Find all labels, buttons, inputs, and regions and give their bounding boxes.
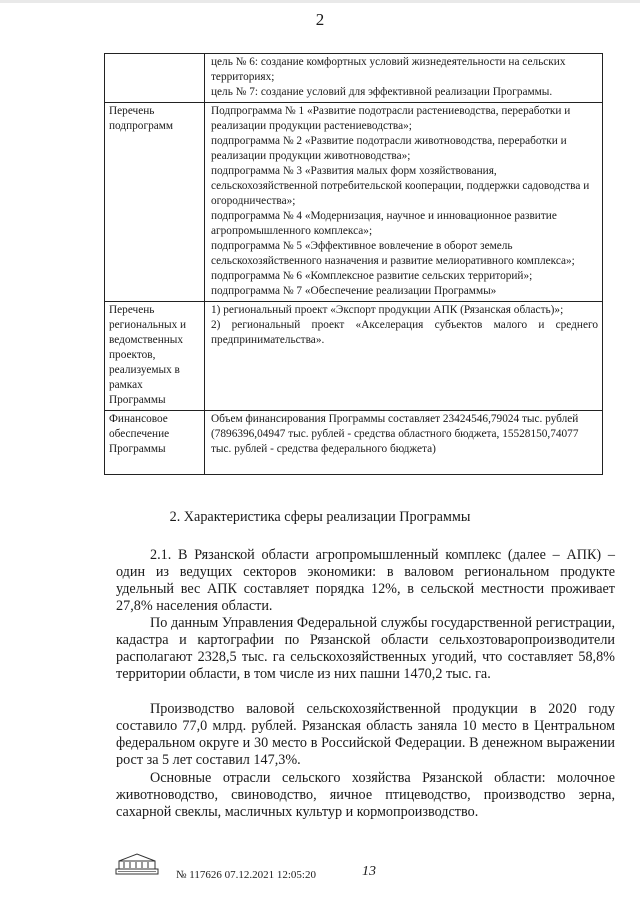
row-label: Финансовое обеспечение Программы <box>105 411 205 475</box>
table-row <box>105 411 603 475</box>
paragraph <box>116 770 615 821</box>
page-number: 2 <box>315 10 325 29</box>
row-value <box>205 411 603 475</box>
table-row <box>105 54 603 103</box>
row-line: цель № 7: создание условий для эффективной реализации Программы. <box>211 86 553 98</box>
row-line: подпрограмма № 4 «Модернизация, научное и инновационное развитие агропромышленного комплекса»; <box>211 210 557 237</box>
row-line: Подпрограмма № 1 «Развитие подотрасли растениеводства, переработки и реализации продукции растениеводства»; <box>211 105 571 132</box>
row-value <box>205 103 603 302</box>
paragraph <box>116 547 615 615</box>
paragraph-text: Производство валовой сельскохозяйственной продукции в 2020 году составило 77,0 млрд. рублей. Рязанская область заняла 10 место в Центральном федеральном округе и 30 место в Российской Федерации. В денежном выражении рост за 5 лет составил 147,3%. <box>116 701 615 768</box>
row-line: подпрограмма № 6 «Комплексное развитие сельских территорий»; <box>211 270 533 282</box>
row-line: подпрограмма № 2 «Развитие подотрасли животноводства, переработки и реализации продукции животноводства»; <box>211 135 567 162</box>
scan-edge-shadow <box>0 0 640 3</box>
paragraph <box>116 615 615 683</box>
paragraph-text: По данным Управления Федеральной службы государственной регистрации, кадастра и картографии по Рязанской области сельхозтоваропроизводители располагают 2328,5 тыс. га сельскохозяйственных угодий, что составляет 58,8% территории области, в том числе из них пашни 1470,2 тыс. га. <box>116 615 615 682</box>
row-label: Перечень региональных и ведомственных проектов, реализуемых в рамках Программы <box>105 302 205 411</box>
table-row <box>105 103 603 302</box>
document-id: № 117626 07.12.2021 12:05:20 <box>176 869 316 881</box>
row-line: подпрограмма № 7 «Обеспечение реализации Программы» <box>211 285 497 297</box>
paragraph-text: 2.1. В Рязанской области агропромышленный комплекс (далее – АПК) – один из ведущих секторов экономики: в валовом региональном продукте удельный вес АПК составляет порядка 12%, в сельской местности проживает 27,8% населения области. <box>116 547 615 614</box>
building-stamp-icon <box>114 852 160 876</box>
row-value <box>205 302 603 411</box>
paragraph-text: Основные отрасли сельского хозяйства Рязанской области: молочное животноводство, свиноводство, яичное птицеводство, производство зерна, сахарной свеклы, масличных культур и кормопроизводство. <box>116 770 615 820</box>
handwritten-mark: 13 <box>362 864 376 879</box>
paragraph <box>116 701 615 769</box>
row-line: Объем финансирования Программы составляет 23424546,79024 тыс. рублей (7896396,04947 тыс. рублей - средства областного бюджета, 15528150,74077 тыс. рублей - средства федерального бюджета) <box>211 413 579 455</box>
row-line: 1) региональный проект «Экспорт продукции АПК (Рязанская область)»; <box>211 304 564 316</box>
row-label <box>105 54 205 103</box>
row-line: 2) региональный проект «Акселерация субъектов малого и среднего предпринимательства». <box>211 319 598 346</box>
passport-table <box>104 53 603 475</box>
row-line: подпрограмма № 3 «Развития малых форм хозяйствования, сельскохозяйственной потребительской кооперации, поддержки садоводства и огородничества»; <box>211 165 590 207</box>
row-line: подпрограмма № 5 «Эффективное вовлечение в оборот земель сельскохозяйственного назначения и развитие мелиоративного комплекса»; <box>211 240 575 267</box>
row-label: Перечень подпрограмм <box>105 103 205 302</box>
row-value <box>205 54 603 103</box>
section-title: 2. Характеристика сферы реализации Программы <box>169 509 471 525</box>
table-row <box>105 302 603 411</box>
row-line: цель № 6: создание комфортных условий жизнедеятельности на сельских территориях; <box>211 56 566 83</box>
